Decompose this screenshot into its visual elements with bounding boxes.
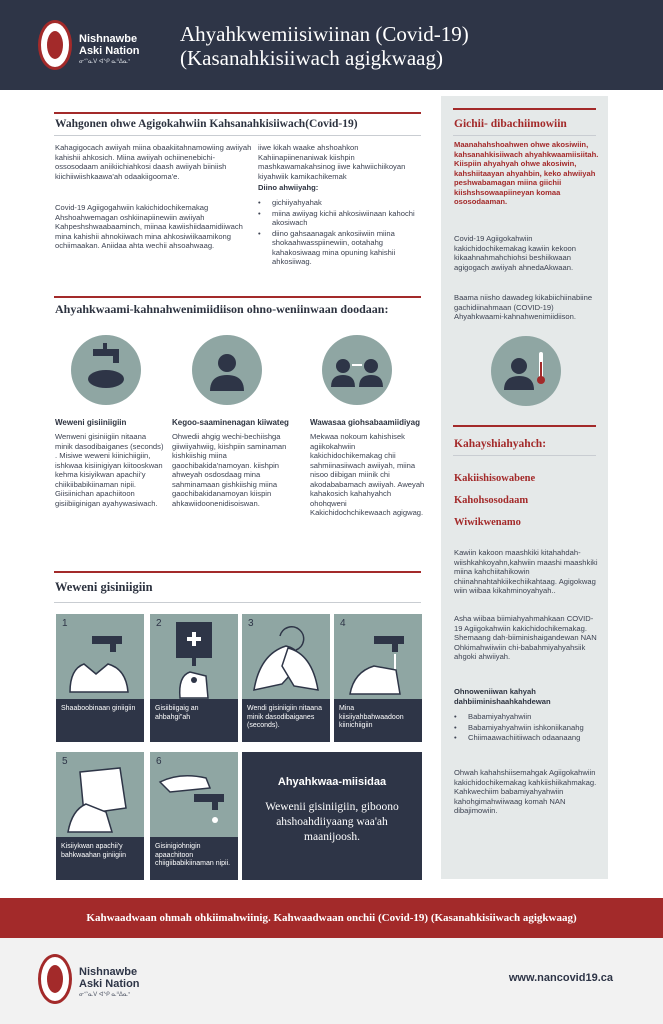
- divider: [54, 602, 421, 603]
- nan-logo: [38, 20, 72, 70]
- step-number: 4: [340, 618, 346, 629]
- sidebar-paragraph: Kawiin kakoon maashkiki kitahahdah-wiishkahkoyahn,kahwiin maashi maashkiki miina kahchiitahikowin chiinahnahtahkiikechiikahtaag. Agigokwag wiin wiibaa kikahminoyahyah..: [454, 548, 598, 595]
- turn-off-faucet-icon: [150, 752, 238, 837]
- step-caption: Kisiiykwan apachii'y bahkwaahan giniigiin: [56, 837, 144, 880]
- sidebar-bold-heading: Ohnoweniiwan kahyah dahbiiminishaahkahdewan: [454, 687, 551, 706]
- scrub-hands-icon: [242, 614, 330, 699]
- intro-paragraph-2: Covid-19 Agiigogahwiin kakichidochikemakag Ahshoahwemagan oshkiinapiinewiin awiiyah Kahpeshshwaabaaminch, miinaa kawiishiidaamidiiwach mina kahishii ahnokiiwach mina ahkosiwiikaamikong ochiimaakan. Aniidaa ahta wechii ahsoahwaag.: [55, 203, 243, 250]
- sidebar-paragraph: Covid-19 Agiigokahwiin kakichidochikemakag kawiin kekoon kikaahnahmahchiohsi beshiikwaan agigogach awiiyah ahnedaAkwaan.: [454, 234, 576, 272]
- divider: [453, 425, 596, 427]
- symptoms-list: [454, 468, 535, 534]
- divider: [54, 296, 421, 298]
- step-number: 6: [156, 756, 162, 767]
- sidebar-paragraph: Baama niisho dawadeg kikabiichiinabiine gachidiinahmaan (COVID-19) Ahyahkwaami-kahnahwenimiidiison.: [454, 293, 593, 321]
- list-item: • diino gahsaanagak ankosiiwiin miina shokaahwasspiinewiin, ootahahg kahakosiwaag mina opuning kahishii ahkosiiwag.: [258, 229, 423, 267]
- sick-person-thermometer-icon: [491, 336, 561, 406]
- final-text: Wewenii gisiniigiin, giboono ahshoahdiiyaang waa'ah maanijoosh.: [265, 801, 399, 843]
- towel-dry-icon: [56, 752, 144, 837]
- sidebar-list: [454, 712, 600, 744]
- org-name: [79, 33, 140, 57]
- step-number: 3: [248, 618, 254, 629]
- footer-org-name: [79, 966, 140, 990]
- symptoms-heading: Kahayshiahyahch:: [454, 438, 547, 450]
- divider: [54, 112, 421, 114]
- org-syllabics: ᓂᔥᓇᐯ ᐊᔅᑭ ᓇᐦᐃᓇᐤ: [79, 59, 131, 65]
- symptom-item: Kahohsosodaam: [454, 495, 529, 506]
- list-item: • Chiimaawachiitiiwach odaanaang: [454, 733, 600, 743]
- step-number: 1: [62, 618, 68, 629]
- header: [0, 0, 663, 90]
- logo-emblem-icon: [47, 965, 63, 993]
- footer-syllabics: ᓂᔥᓇᐯ ᐊᔅᑭ ᓇᐦᐃᓇᐤ: [79, 992, 131, 998]
- prevention-heading: Ahyahkwaami-kahnahwenimiidiison ohno-weniinwaan doodaan:: [55, 302, 389, 316]
- list-item: • Babamiyahyahwiin ishkoniikanahg: [454, 723, 600, 733]
- handwash-circle: [71, 335, 141, 405]
- intro-paragraph-3: iiwe kikah waake ahshoahkon Kahiinapiinenaniwak kiishpin mashkawamakahsinog iiwe kahwiichiikoyan kiyahwiik kamikachikemak: [258, 143, 406, 181]
- sidebar-warning: Maanahahshoahwen ohwe akosiwiin, kahsanahkisiiwach ahyahkwaamiisiitah. Kiispiin ahyahyah ohwe akosiwin, kahshiitaayan ahyahbin, keko ahwiiyah peshwabamagan miina giichii kiishshsowaapiineyan komaa ososodaaman.: [454, 140, 599, 206]
- step-card: [242, 614, 330, 742]
- no-touch-circle: [192, 335, 262, 405]
- person-icon: [192, 335, 262, 405]
- org-name-line2: Aski Nation: [79, 45, 140, 57]
- intro-paragraph-1: Kahagigocach awiiyah miina obaakiitahnamowiing awiiyah kahishii ahkosich. Miina awiiyah ochiinenebichi-ossosodaam aniikiichiahkosi daash awiiyah biiniish kiichiiwiishkaawa'ah odaakiigooma'e.: [55, 143, 252, 181]
- steps-heading: Weweni gisiniigiin: [55, 580, 153, 594]
- org-name-line1: Nishnawbe: [79, 33, 138, 45]
- sidebar-paragraph: Asha wiibaa biimiahyahmahkaan COVID-19 Agiigokahwiin kakichidochikemakag. Shemaang dah-biiminishaigandewan NAN Ohkimahwiiwiin chi-babahmiyahyahsiik ahgoki ahwiiyah.: [454, 614, 597, 661]
- symptom-item: Wiwikwenamo: [454, 517, 521, 528]
- bottom-banner: Kahwaadwaan ohmah ohkiimahwiinig. Kahwaadwaan onchii (Covid-19) (Kasanahkisiiwach agigkwaag): [0, 898, 663, 938]
- step-card: [56, 614, 144, 742]
- org-name-line1: Nishnawbe: [79, 966, 138, 978]
- footer: [0, 938, 663, 1024]
- divider: [54, 135, 421, 136]
- symptom-item: Kakiishisowabene: [454, 473, 536, 484]
- step-caption: Gisinigiohnigin apaachitoon chiigiibabikiinaman nipii.: [150, 837, 238, 880]
- divider: [54, 571, 421, 573]
- title-line1: Ahyahkwemiisiwiinan (Covid-19): [180, 22, 469, 46]
- step-number: 2: [156, 618, 162, 629]
- list-item: • miina awiiyag kichii ahkosiwiinaan kahochi akosiwach: [258, 209, 423, 228]
- two-people-icon: [322, 335, 392, 405]
- step-card: [150, 752, 238, 880]
- prevention-item-text: Wenweni gisiniigiin nitaana minik dasodibaiganes (seconds) . Misiwe weweni kiinichiigiin, ishkwaa kisiinigiyan kiitooskwan kehma kisiyikwan apachii'y chiikiibabikiinaman nipii. Giisiinichan apachiitoon gisiibiiginigan ayahywasiwach.: [55, 432, 164, 508]
- prevention-item-text: Mekwaa nokoum kahishisek agiikokahwiin kakichidochikemakag chii sahmiinasiiwach awiiyah, miina nisoo diibigan miinik chi akodababamach awiiyah. Aweyah kahakosich kahahyahch ohohqweni Kakichidochchikewaach agigwag.: [310, 432, 425, 517]
- org-name-line2: Aski Nation: [79, 978, 140, 990]
- step-caption: Wendi gisiniigiin nitaana minik dasodibaiganes (seconds).: [242, 699, 330, 742]
- prevention-item-text: Ohwedii ahgig wechi-bechiishga giiwiiyahwiig, kiishpiin saminaman kishkiishig miina gaochibakida'namoyan. kiishpin ahweyah osdosdaag mina sahminamaan gishkiishig miina gaochibakidanamoyan kiispin ahkawiidoonenidisoiswan.: [172, 432, 287, 508]
- step-caption: Shaaboobinaan giniigiin: [56, 699, 144, 742]
- sidebar-heading: Gichii- dibachiimowiin: [454, 118, 567, 130]
- step-number: 5: [62, 756, 68, 767]
- title-line2: (Kasanahkisiiwach agigkwaag): [180, 46, 443, 70]
- divider: [453, 455, 596, 456]
- step-caption: Mina kiisiiyahbahwaadoon kiinichiigiin: [334, 699, 422, 742]
- sidebar-paragraph: Ohwah kahahshiisemahgak Agiigokahwiin kakichidochikemakag kahkiishiikahmakag. Kahkwechiim babamiyahyahwiin kahohgimahwiiwaag komah NAN dibajimowiin.: [454, 768, 597, 815]
- step-card: [334, 614, 422, 742]
- final-message-box: [242, 752, 422, 880]
- faucet-rinse-icon: [334, 614, 422, 699]
- final-heading: Ahyahkwaa-miisidaa: [277, 776, 387, 788]
- prevention-item-title: Kegoo-saaminenagan kiiwateg: [172, 418, 289, 427]
- handwash-icon: [71, 335, 141, 405]
- step-caption: Gisiibiigaig an ahbahgi"ah: [150, 699, 238, 742]
- risk-list: [258, 198, 423, 268]
- sidebar: [441, 96, 608, 879]
- list-item: • gichiiyahyahak: [258, 198, 423, 208]
- prevention-item-title: Wawasaa giohsabaamiidiyag: [310, 418, 420, 427]
- logo-emblem-icon: [47, 31, 63, 59]
- prevention-item-title: Weweni gisiiniigiin: [55, 418, 127, 427]
- step-card: [56, 752, 144, 880]
- divider: [453, 108, 596, 110]
- website-link[interactable]: www.nancovid19.ca: [508, 972, 613, 984]
- distance-circle: [322, 335, 392, 405]
- footer-logo: [38, 954, 72, 1004]
- risk-list-heading: Diino ahwiiyahg:: [258, 183, 319, 192]
- step-card: [150, 614, 238, 742]
- thermometer-circle: [491, 336, 561, 406]
- divider: [453, 135, 596, 136]
- soap-dispenser-icon: [150, 614, 238, 699]
- faucet-hands-icon: [56, 614, 144, 699]
- page-title: [180, 22, 469, 70]
- intro-heading: Wahgonen ohwe Agigokahwiin Kahsanahkisiiwach(Covid-19): [55, 118, 358, 130]
- list-item: • Babamiyahyahwiin: [454, 712, 600, 722]
